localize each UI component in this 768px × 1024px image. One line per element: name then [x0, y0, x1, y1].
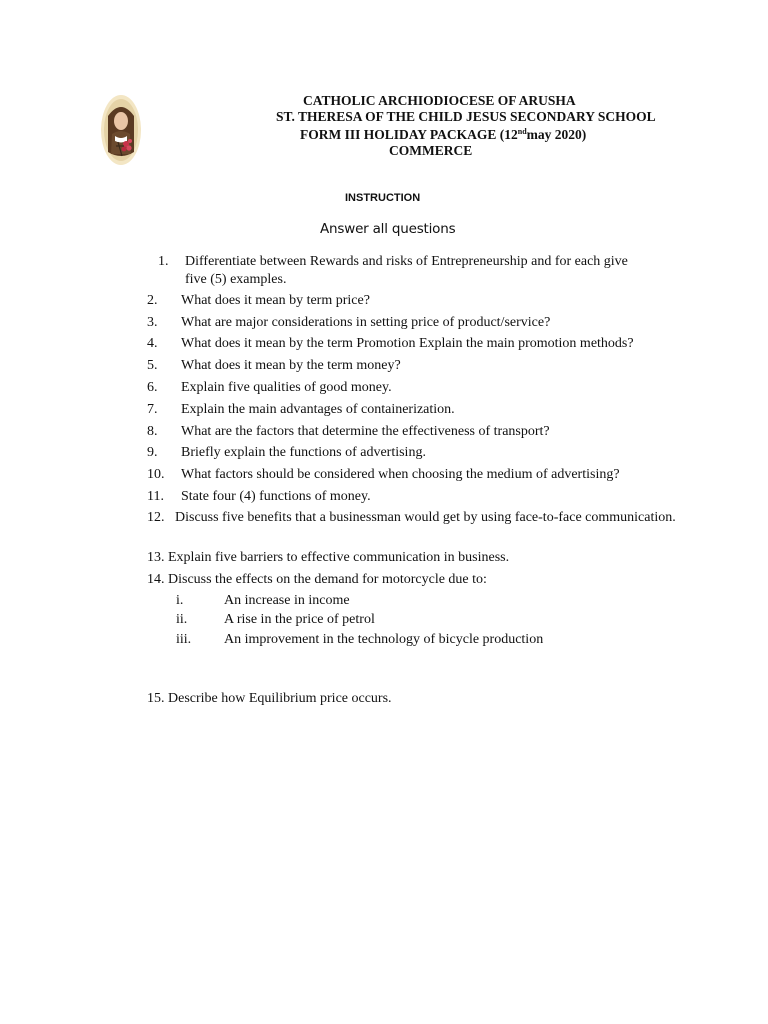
- saint-theresa-portrait-icon: [100, 94, 142, 166]
- question-item: 13. Explain five barriers to effective communication in business.: [147, 550, 510, 565]
- instruction-heading: INSTRUCTION: [345, 192, 421, 204]
- question-continuation: five (5) examples.: [185, 272, 287, 287]
- package-title: FORM III HOLIDAY PACKAGE (12ndmay 2020): [300, 127, 587, 142]
- subject-title: COMMERCE: [389, 143, 473, 158]
- question-number: 1.: [158, 254, 169, 269]
- question-item: 12. Discuss five benefits that a businessman would get by using face-to-face communication.: [147, 510, 676, 525]
- question-item: 14. Discuss the effects on the demand for motorcycle due to:: [147, 572, 487, 587]
- school-name: ST. THERESA OF THE CHILD JESUS SECONDARY SCHOOL: [276, 109, 656, 124]
- question-text: Differentiate between Rewards and risks of Entrepreneurship and for each give: [185, 254, 628, 269]
- question-item: 15. Describe how Equilibrium price occurs.: [147, 691, 392, 706]
- instruction-text: Answer all questions: [320, 221, 456, 237]
- diocese-title: CATHOLIC ARCHIODIOCESE OF ARUSHA: [303, 93, 576, 108]
